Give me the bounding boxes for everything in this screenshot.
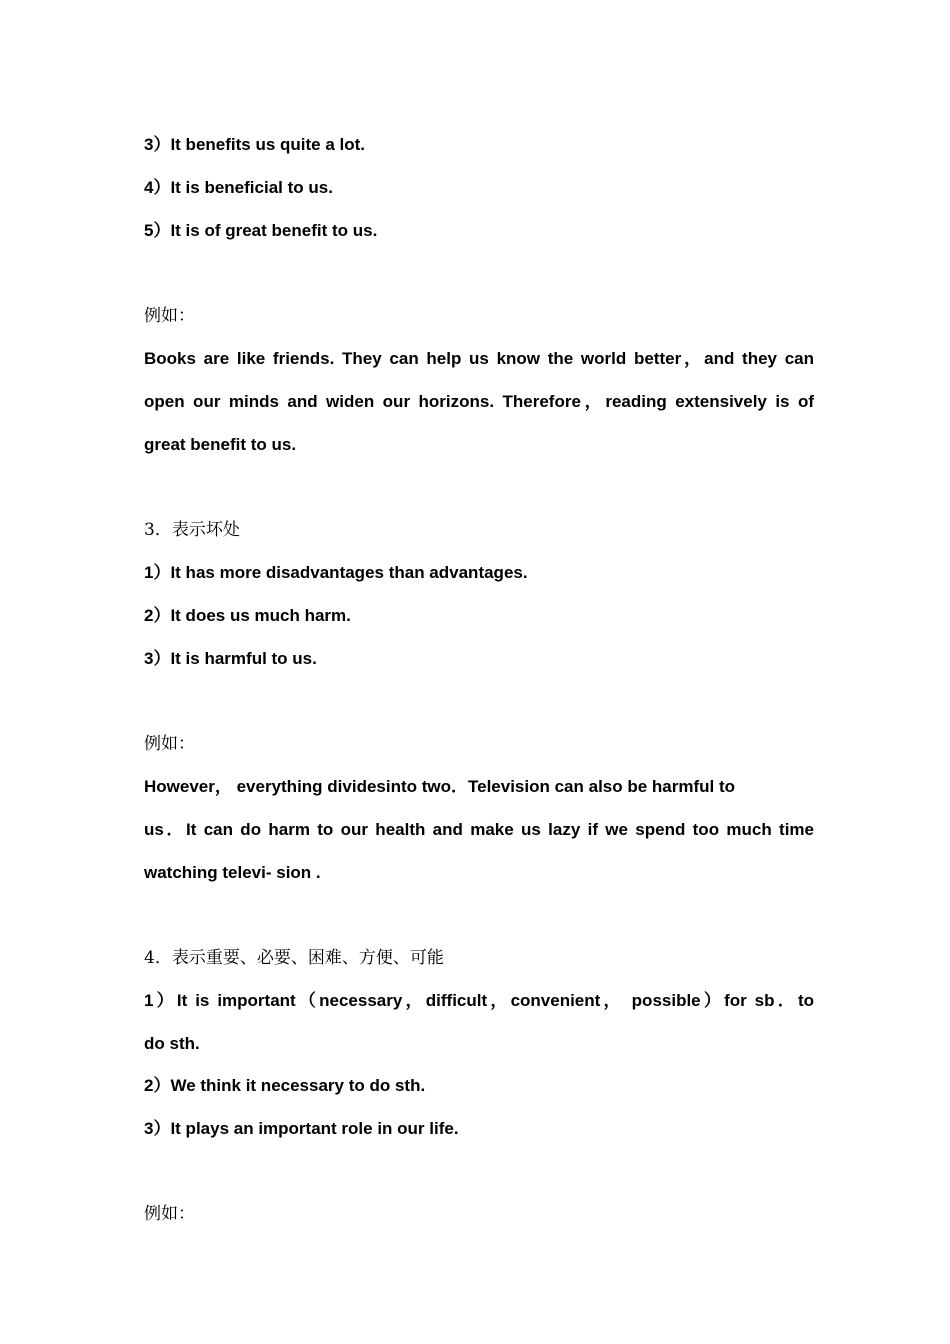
example-2-line-1: However， everything dividesinto two．Television can also be harmful to (144, 777, 736, 796)
example-label-3: 例如： (144, 1204, 195, 1224)
benefit-item-3: 3）It benefits us quite a lot. (144, 135, 366, 154)
example-2-line-3: watching televi- sion . (144, 863, 321, 882)
example-1-line-1: Books are like friends. They can help us know the world better，and they can (144, 349, 814, 368)
harm-item-2: 2）It does us much harm. (144, 606, 351, 625)
example-2-line-2: us．It can do harm to our health and make us lazy if we spend too much time (144, 820, 814, 839)
importance-item-1-line-2: do sth. (144, 1034, 200, 1053)
example-label-2: 例如： (144, 734, 195, 754)
importance-item-2: 2）We think it necessary to do sth. (144, 1076, 426, 1095)
example-1-line-3: great benefit to us. (144, 435, 297, 454)
example-label-1: 例如： (144, 306, 195, 326)
benefit-item-5: 5）It is of great benefit to us. (144, 221, 378, 240)
harm-item-3: 3）It is harmful to us. (144, 649, 317, 668)
harm-item-1: 1）It has more disadvantages than advantages. (144, 563, 528, 582)
importance-item-3: 3）It plays an important role in our life. (144, 1119, 459, 1138)
benefit-item-4: 4）It is beneficial to us. (144, 178, 333, 197)
section-4-heading: 4．表示重要、必要、困难、方便、可能 (144, 948, 444, 968)
section-3-heading: 3．表示坏处 (144, 520, 240, 540)
example-1-line-2: open our minds and widen our horizons. Therefore，reading extensively is of (144, 392, 814, 411)
importance-item-1-line-1: 1）It is important（necessary，difficult，convenient， possible）for sb．to (144, 991, 814, 1010)
